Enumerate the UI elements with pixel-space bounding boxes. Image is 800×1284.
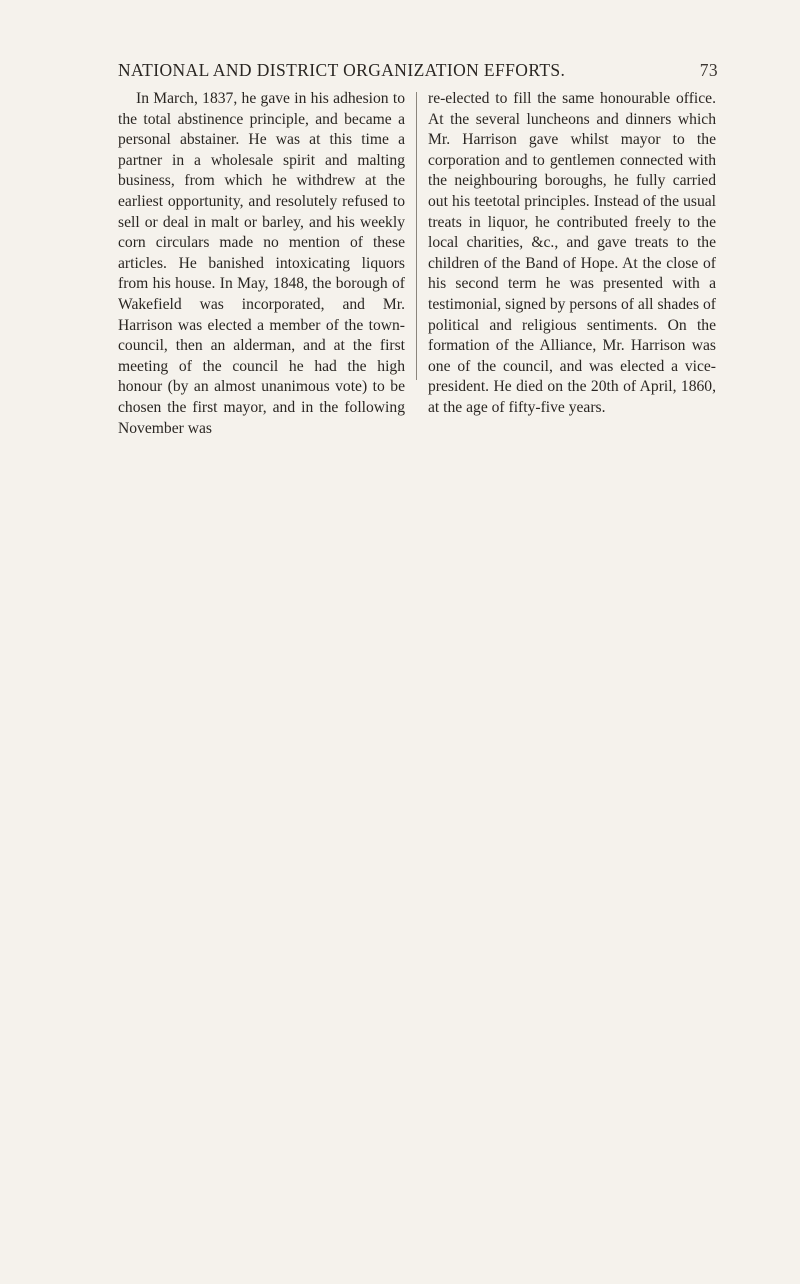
right-column	[428, 89, 716, 419]
running-title: NATIONAL AND DISTRICT ORGANIZATION EFFORTS.	[118, 60, 566, 80]
left-column	[118, 89, 405, 439]
page-number: 73	[699, 60, 718, 80]
right-column-paragraph: re-elected to fill the same honourable office. At the several luncheons and dinners which Mr. Harrison gave whilst mayor to the corporation and to gentlemen connected with the neighbouring boroughs, he fully carried out his teetotal principles. Instead of the usual treats in liquor, he contributed freely to the local charities, &c., and gave treats to the children of the Band of Hope. At the close of his second term he was presented with a testimonial, signed by persons of all shades of political and religious sentiments. On the formation of the Alliance, Mr. Harrison was one of the council, and was elected a vice-president. He died on the 20th of April, 1860, at the age of fifty-five years.	[428, 90, 716, 416]
column-divider	[416, 92, 417, 380]
left-column-paragraph: In March, 1837, he gave in his adhesion to the total abstinence principle, and became a personal abstainer. He was at this time a partner in a wholesale spirit and malting business, from which he withdrew at the earliest opportunity, and resolutely refused to sell or deal in malt or barley, and his weekly corn circulars made no mention of these articles. He banished intoxicating liquors from his house. In May, 1848, the borough of Wakefield was incorporated, and Mr. Harrison was elected a member of the town-council, then an alderman, and at the first meeting of the council he had the high honour (by an almost unanimous vote) to be chosen the first mayor, and in the following November was	[118, 90, 405, 437]
